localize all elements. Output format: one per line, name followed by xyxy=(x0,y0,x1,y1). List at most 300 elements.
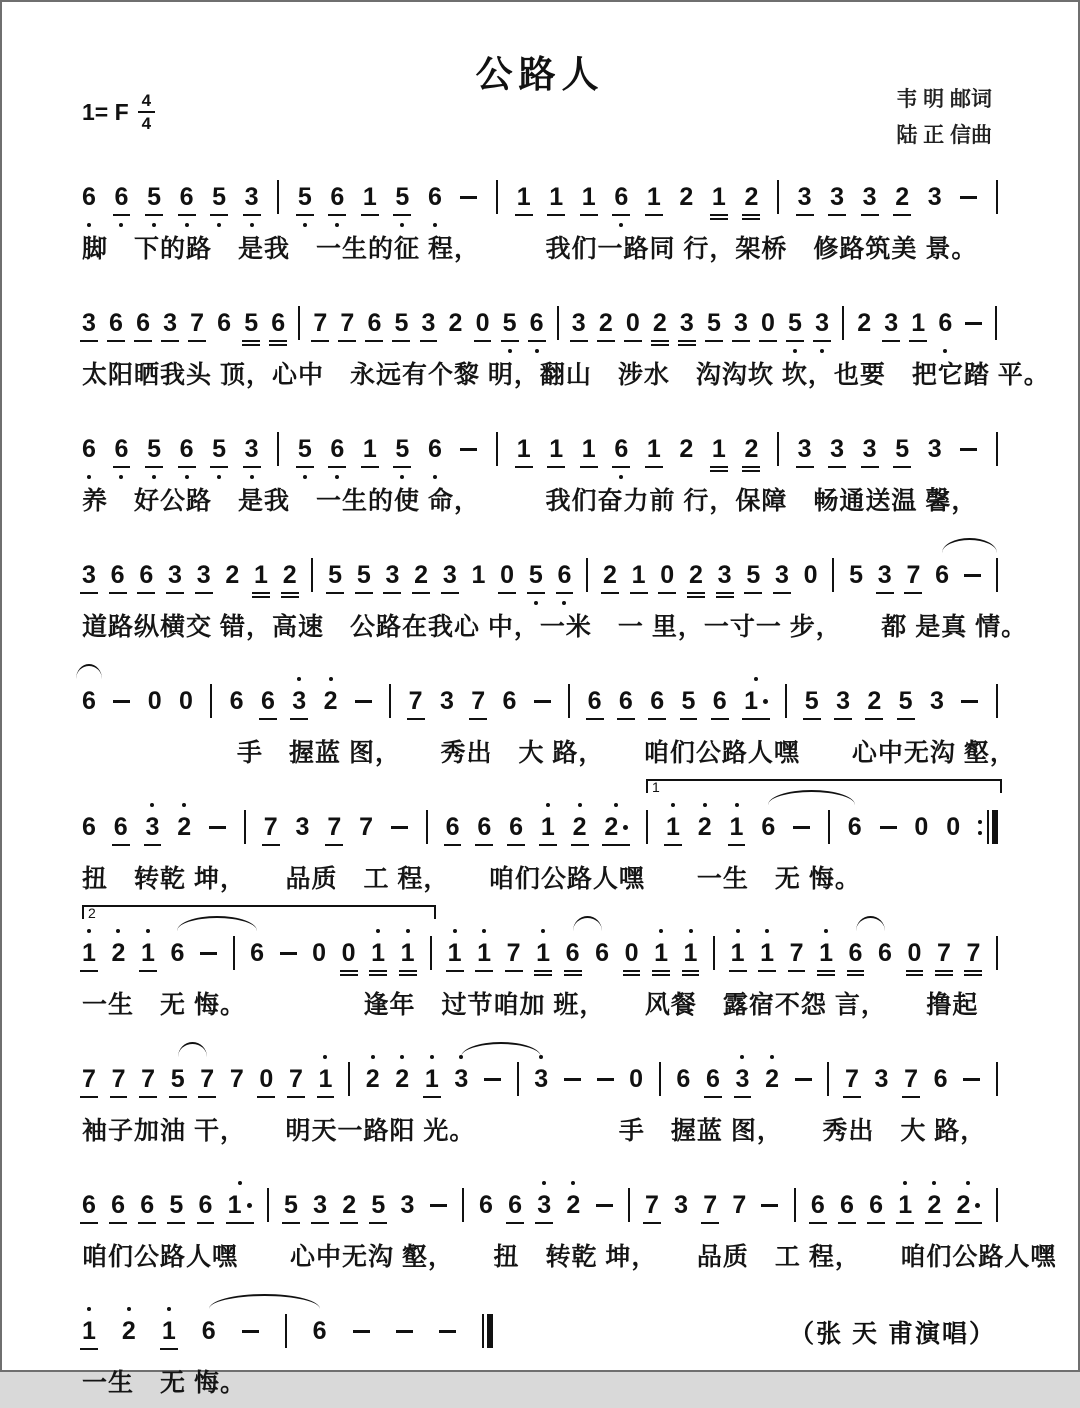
note-token xyxy=(428,434,442,464)
note-token xyxy=(170,938,184,968)
beam-line xyxy=(651,344,669,346)
note-token xyxy=(736,1064,750,1094)
beam-line xyxy=(328,214,346,216)
note-token xyxy=(682,686,696,716)
note-token xyxy=(82,938,96,968)
beam-line xyxy=(113,466,131,468)
note-token xyxy=(869,1190,883,1220)
note-digit: 6 xyxy=(198,1191,213,1219)
note-digit: 1 xyxy=(82,939,96,967)
beam-line xyxy=(167,1222,185,1224)
note-token xyxy=(479,1190,493,1220)
beam-line xyxy=(317,1096,335,1098)
note-token xyxy=(508,1190,522,1220)
low-octave-dot xyxy=(820,349,824,353)
beam-line xyxy=(734,1096,752,1098)
note-digit: 3 xyxy=(537,1191,552,1219)
low-octave-dot xyxy=(152,475,156,479)
beam-line xyxy=(475,970,493,972)
beam-line xyxy=(80,1222,98,1224)
note-digit: 6 xyxy=(250,939,264,967)
beam-line xyxy=(169,1096,187,1098)
beam-line xyxy=(340,974,358,976)
beam-line xyxy=(710,218,728,220)
note-token xyxy=(884,308,898,338)
beam-line xyxy=(906,974,924,976)
note-digit: 5 xyxy=(804,687,819,715)
note-digit: 3 xyxy=(454,1065,469,1093)
note-token xyxy=(914,812,928,842)
beam-line xyxy=(535,1222,553,1224)
note-digit: 1 xyxy=(254,561,268,589)
beam-line xyxy=(617,718,635,720)
note-digit: 1 xyxy=(654,939,668,967)
performer-note: （张 天 甫演唱） xyxy=(789,1320,996,1348)
beam-line xyxy=(139,970,157,972)
note-token xyxy=(906,560,920,590)
lyrics-line: 一生 无 悔。 xyxy=(82,1369,246,1397)
high-octave-dot xyxy=(329,677,333,681)
note-digit: 6 xyxy=(114,435,129,463)
beam-line xyxy=(925,1222,943,1224)
note-digit: 5 xyxy=(395,435,410,463)
note-token xyxy=(684,938,698,968)
note-digit: 3 xyxy=(836,687,850,715)
note-digit: 2 xyxy=(895,183,910,211)
high-octave-dot xyxy=(400,1055,404,1059)
note-token xyxy=(289,1064,303,1094)
beam-line xyxy=(601,592,619,594)
note-digit: 1 xyxy=(516,183,531,211)
note-digit: 6 xyxy=(179,435,194,463)
beam-line xyxy=(744,592,762,594)
note-token xyxy=(534,1064,548,1094)
beam-line xyxy=(580,466,598,468)
beam-line xyxy=(796,466,814,468)
beam-line xyxy=(570,340,588,342)
lyrics-line: 养 好公路 是我 一生的使 命， 我们奋力前 行，保障 畅通送温 馨， xyxy=(82,487,978,515)
beam-line xyxy=(145,466,163,468)
note-digit: 6 xyxy=(935,561,950,589)
note-token xyxy=(477,812,491,842)
note-digit: 7 xyxy=(359,813,373,841)
note-token xyxy=(660,560,674,590)
note-token xyxy=(298,434,312,464)
beam-line xyxy=(882,340,900,342)
note-token xyxy=(212,182,226,212)
note-digit: 6 xyxy=(712,687,727,715)
note-digit: 1 xyxy=(400,939,415,967)
note-digit: 2 xyxy=(679,183,694,211)
beam-line xyxy=(847,974,865,976)
note-token xyxy=(517,182,531,212)
slur-arc xyxy=(209,1294,320,1309)
beam-line xyxy=(742,218,760,220)
note-token xyxy=(957,1190,981,1220)
lyrics-line: 脚 下的路 是我 一生的征 程， 我们一路同 行，架桥 修路筑美 景。 xyxy=(82,235,978,263)
note-digit: 2 xyxy=(652,309,667,337)
note-digit: 3 xyxy=(145,813,160,841)
note-token xyxy=(815,308,829,338)
beam-line xyxy=(361,466,379,468)
barline xyxy=(777,180,779,214)
note-token xyxy=(112,1064,126,1094)
note-token xyxy=(604,812,628,842)
note-digit: 3 xyxy=(168,561,182,589)
high-octave-dot xyxy=(376,929,380,933)
barline xyxy=(285,1314,287,1348)
beam-line xyxy=(296,214,314,216)
note-token xyxy=(731,938,745,968)
note-token xyxy=(111,1190,125,1220)
note-digit: 2 xyxy=(602,561,617,589)
note-token xyxy=(82,812,96,842)
beam-line xyxy=(80,592,98,594)
note-token xyxy=(385,560,399,590)
note-token xyxy=(254,560,268,590)
note-digit: 3 xyxy=(797,435,812,463)
high-octave-dot xyxy=(736,929,740,933)
beam-line xyxy=(742,214,760,216)
note-token xyxy=(730,812,744,842)
duration-dash xyxy=(534,700,551,703)
beam-line xyxy=(498,592,516,594)
slur-arc xyxy=(573,916,602,931)
note-token xyxy=(327,812,341,842)
note-digit: 0 xyxy=(475,309,490,337)
note-digit: 7 xyxy=(82,1065,96,1093)
note-token xyxy=(775,560,789,590)
beam-line xyxy=(80,1348,98,1350)
note-token xyxy=(230,1064,244,1094)
high-octave-dot xyxy=(116,929,120,933)
beam-line xyxy=(80,1096,98,1098)
note-token xyxy=(718,560,732,590)
note-digit: 7 xyxy=(190,309,205,337)
note-digit: 6 xyxy=(140,1191,155,1219)
beam-line xyxy=(527,592,545,594)
note-digit: 6 xyxy=(330,435,345,463)
beam-line xyxy=(547,214,565,216)
note-token xyxy=(148,686,162,716)
note-digit: 6 xyxy=(201,1317,216,1345)
beam-line xyxy=(109,1222,127,1224)
note-digit: 0 xyxy=(761,309,775,337)
high-octave-dot xyxy=(127,1307,131,1311)
note-digit: 6 xyxy=(509,813,523,841)
beam-line xyxy=(935,974,953,976)
beam-line xyxy=(687,596,705,598)
note-digit: 3 xyxy=(571,309,586,337)
beam-line xyxy=(243,466,261,468)
note-digit: 3 xyxy=(884,309,899,337)
low-octave-dot xyxy=(400,223,404,227)
music-line xyxy=(82,526,1028,643)
beam-line xyxy=(475,844,493,846)
note-token xyxy=(476,308,490,338)
beam-line xyxy=(547,466,565,468)
note-digit: 6 xyxy=(933,1065,948,1093)
duration-dash xyxy=(963,1078,980,1081)
note-digit: 5 xyxy=(746,561,761,589)
note-token xyxy=(614,434,628,464)
beam-line xyxy=(630,592,648,594)
beam-line xyxy=(161,340,179,342)
beam-line xyxy=(259,718,277,720)
note-digit: 6 xyxy=(139,561,154,589)
high-octave-dot xyxy=(966,1181,970,1185)
note-token xyxy=(707,308,721,338)
note-token xyxy=(244,308,258,338)
note-digit: 3 xyxy=(400,1191,415,1219)
slur-arc xyxy=(178,1042,207,1057)
note-token xyxy=(366,1064,380,1094)
beam-line xyxy=(896,1222,914,1224)
beam-line xyxy=(817,974,835,976)
high-octave-dot xyxy=(740,1055,744,1059)
beam-line xyxy=(711,718,729,720)
beam-line xyxy=(664,844,682,846)
note-digit: 0 xyxy=(178,687,193,715)
note-digit: 3 xyxy=(830,435,845,463)
low-octave-dot xyxy=(619,475,623,479)
note-token xyxy=(319,1064,333,1094)
beam-line xyxy=(369,1222,387,1224)
note-token xyxy=(328,560,342,590)
note-digit: 5 xyxy=(849,561,863,589)
note-token xyxy=(440,686,454,716)
note-token xyxy=(572,308,586,338)
note-digit: 2 xyxy=(282,561,297,589)
duration-dash xyxy=(564,1078,581,1081)
note-digit: 1 xyxy=(646,435,661,463)
beam-line xyxy=(729,970,747,972)
beam-line xyxy=(441,592,459,594)
barline xyxy=(277,180,279,214)
high-octave-dot xyxy=(406,929,410,933)
beam-line xyxy=(269,344,287,346)
volta-bracket xyxy=(646,779,1002,793)
low-octave-dot xyxy=(119,223,123,227)
note-token xyxy=(200,1064,214,1094)
low-octave-dot xyxy=(87,223,91,227)
beam-line xyxy=(144,844,162,846)
note-digit: 1 xyxy=(549,183,564,211)
note-digit: 0 xyxy=(259,1065,274,1093)
note-digit: 0 xyxy=(625,309,640,337)
note-digit: 7 xyxy=(200,1065,215,1093)
low-octave-dot xyxy=(335,475,339,479)
note-digit: 5 xyxy=(895,435,910,463)
note-token xyxy=(647,182,661,212)
note-digit: 2 xyxy=(225,561,240,589)
high-octave-dot xyxy=(453,929,457,933)
note-token xyxy=(689,560,703,590)
note-token xyxy=(245,182,259,212)
note-token xyxy=(409,686,423,716)
barline xyxy=(995,306,997,340)
notes-row xyxy=(82,779,998,846)
note-token xyxy=(895,434,909,464)
note-digit: 3 xyxy=(196,561,211,589)
beam-line xyxy=(269,340,287,342)
beam-line xyxy=(602,844,630,846)
music-line xyxy=(82,148,998,265)
note-token xyxy=(179,686,193,716)
music-line xyxy=(82,274,1050,391)
note-digit: 6 xyxy=(938,309,953,337)
beam-line xyxy=(652,974,670,976)
beam-line xyxy=(226,1222,254,1224)
barline xyxy=(389,684,391,718)
note-token xyxy=(147,182,161,212)
note-digit: 0 xyxy=(946,813,961,841)
beam-line xyxy=(652,970,670,972)
note-token xyxy=(928,182,942,212)
note-digit: 0 xyxy=(341,939,356,967)
beam-line xyxy=(759,340,777,342)
low-octave-dot xyxy=(303,475,307,479)
note-token xyxy=(582,434,596,464)
repeat-barline xyxy=(978,809,998,845)
note-token xyxy=(653,308,667,338)
beam-line xyxy=(355,592,373,594)
beam-line xyxy=(113,214,131,216)
note-digit: 6 xyxy=(312,1317,327,1345)
note-digit: 6 xyxy=(761,813,776,841)
beam-line xyxy=(534,974,552,976)
note-digit: 6 xyxy=(170,939,185,967)
note-token xyxy=(798,434,812,464)
note-token xyxy=(536,938,550,968)
note-token xyxy=(966,938,980,968)
note-token xyxy=(927,1190,941,1220)
note-token xyxy=(761,308,775,338)
beam-line xyxy=(507,844,525,846)
note-token xyxy=(582,182,596,212)
note-token xyxy=(703,1190,717,1220)
note-digit: 2 xyxy=(566,1191,581,1219)
note-token xyxy=(225,560,239,590)
note-token xyxy=(230,686,244,716)
note-digit: 1 xyxy=(683,939,698,967)
beam-line xyxy=(834,718,852,720)
music-line xyxy=(82,1030,998,1147)
note-token xyxy=(136,308,150,338)
note-digit: 7 xyxy=(340,309,355,337)
notes-row xyxy=(82,682,998,720)
note-digit: 6 xyxy=(110,561,125,589)
note-token xyxy=(217,308,231,338)
beam-line xyxy=(906,970,924,972)
high-octave-dot xyxy=(146,929,150,933)
note-digit: 3 xyxy=(82,561,96,589)
note-token xyxy=(848,812,862,842)
note-token xyxy=(449,308,463,338)
beam-line xyxy=(340,970,358,972)
notes-row xyxy=(82,304,998,342)
duration-dash xyxy=(484,1078,501,1081)
barline xyxy=(426,810,428,844)
barline xyxy=(462,1188,464,1222)
beam-line xyxy=(580,214,598,216)
note-token xyxy=(626,308,640,338)
beam-line xyxy=(786,340,804,342)
note-token xyxy=(946,812,960,842)
note-token xyxy=(629,1064,643,1094)
note-digit: 3 xyxy=(927,183,942,211)
note-digit: 3 xyxy=(862,183,877,211)
barline xyxy=(996,180,998,214)
beam-line xyxy=(828,214,846,216)
note-token xyxy=(878,938,892,968)
barline xyxy=(568,684,570,718)
note-digit: 3 xyxy=(830,183,845,211)
beam-line xyxy=(742,470,760,472)
duration-dash xyxy=(960,448,977,451)
beam-line xyxy=(399,970,417,972)
slur-arc xyxy=(856,916,885,931)
note-token xyxy=(250,938,264,968)
note-digit: 5 xyxy=(898,687,913,715)
beam-line xyxy=(796,214,814,216)
note-token xyxy=(190,308,204,338)
note-digit: 3 xyxy=(244,435,259,463)
note-digit: 5 xyxy=(283,1191,298,1219)
note-token xyxy=(283,560,297,590)
beam-line xyxy=(107,340,125,342)
barline xyxy=(828,810,830,844)
note-token xyxy=(363,434,377,464)
note-digit: 7 xyxy=(732,1191,747,1219)
beam-line xyxy=(198,1096,216,1098)
barline xyxy=(517,1062,519,1096)
note-digit: 7 xyxy=(703,1191,718,1219)
duration-dash xyxy=(460,448,477,451)
high-octave-dot xyxy=(689,929,693,933)
note-digit: 5 xyxy=(706,309,721,337)
beam-line xyxy=(252,596,270,598)
note-token xyxy=(765,1064,779,1094)
note-digit: 3 xyxy=(313,1191,327,1219)
beam-line xyxy=(809,1222,827,1224)
note-digit: 2 xyxy=(765,1065,779,1093)
note-token xyxy=(790,938,804,968)
note-token xyxy=(599,308,613,338)
beam-line xyxy=(138,1222,156,1224)
beam-line xyxy=(80,340,98,342)
note-digit: 3 xyxy=(82,309,96,337)
high-octave-dot xyxy=(770,1055,774,1059)
note-digit: 6 xyxy=(82,687,96,715)
beam-line xyxy=(469,718,487,720)
high-octave-dot xyxy=(765,929,769,933)
lyrics-line: 袖子加油 干， 明天一路阳 光。 手 握蓝 图， 秀出 大 路， xyxy=(82,1117,987,1145)
beam-line xyxy=(648,718,666,720)
beam-line xyxy=(528,340,546,342)
barline xyxy=(713,936,715,970)
note-token xyxy=(139,560,153,590)
high-octave-dot xyxy=(150,803,154,807)
note-digit: 6 xyxy=(587,687,602,715)
note-token xyxy=(938,308,952,338)
beam-line xyxy=(658,592,676,594)
beam-line xyxy=(392,340,410,342)
note-token xyxy=(899,686,913,716)
note-digit: 0 xyxy=(147,687,162,715)
note-token xyxy=(625,938,639,968)
note-token xyxy=(698,812,712,842)
